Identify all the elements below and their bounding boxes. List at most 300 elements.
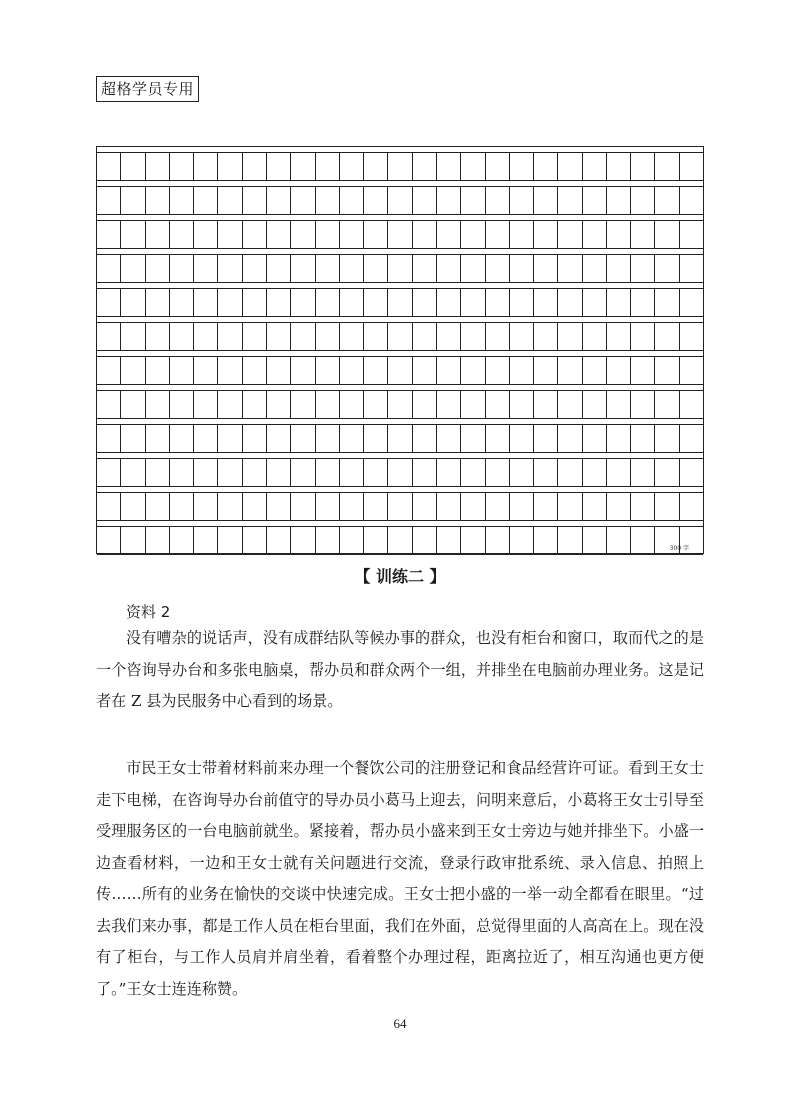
grid-cell[interactable] xyxy=(631,187,655,215)
grid-cell[interactable] xyxy=(194,425,218,453)
grid-cell[interactable] xyxy=(461,255,485,283)
grid-cell[interactable] xyxy=(97,289,121,317)
grid-cell[interactable] xyxy=(364,357,388,385)
grid-cell[interactable] xyxy=(170,527,194,555)
grid-cell[interactable] xyxy=(534,323,558,351)
grid-cell[interactable] xyxy=(218,391,242,419)
grid-cell[interactable] xyxy=(534,153,558,181)
grid-cell[interactable] xyxy=(631,527,655,555)
grid-cell[interactable] xyxy=(194,289,218,317)
grid-cell[interactable] xyxy=(461,459,485,487)
grid-cell[interactable] xyxy=(291,425,315,453)
grid-cell[interactable] xyxy=(558,255,582,283)
grid-cell[interactable] xyxy=(267,323,291,351)
grid-cell[interactable] xyxy=(316,187,340,215)
grid-cell[interactable] xyxy=(316,255,340,283)
grid-cell[interactable] xyxy=(510,323,534,351)
grid-cell[interactable] xyxy=(607,153,631,181)
grid-cell[interactable] xyxy=(655,391,679,419)
grid-cell[interactable] xyxy=(510,289,534,317)
grid-cell[interactable] xyxy=(631,221,655,249)
grid-cell[interactable] xyxy=(583,425,607,453)
grid-cell[interactable] xyxy=(437,153,461,181)
grid-cell[interactable] xyxy=(340,357,364,385)
grid-cell[interactable] xyxy=(486,493,510,521)
grid-cell[interactable] xyxy=(486,357,510,385)
grid-cell[interactable] xyxy=(583,153,607,181)
grid-cell[interactable] xyxy=(680,425,703,453)
grid-cell[interactable] xyxy=(631,153,655,181)
grid-cell[interactable] xyxy=(146,425,170,453)
grid-cell[interactable] xyxy=(218,357,242,385)
grid-cell[interactable] xyxy=(364,425,388,453)
grid-cell[interactable] xyxy=(316,323,340,351)
grid-cell[interactable] xyxy=(583,323,607,351)
grid-cell[interactable] xyxy=(486,323,510,351)
grid-cell[interactable] xyxy=(267,187,291,215)
grid-cell[interactable] xyxy=(655,459,679,487)
grid-cell[interactable] xyxy=(291,323,315,351)
grid-cell[interactable] xyxy=(316,527,340,555)
grid-cell[interactable] xyxy=(583,493,607,521)
grid-cell[interactable] xyxy=(97,425,121,453)
grid-cell[interactable] xyxy=(558,221,582,249)
grid-cell[interactable] xyxy=(510,255,534,283)
grid-cell[interactable] xyxy=(388,425,412,453)
grid-cell[interactable] xyxy=(437,459,461,487)
grid-cell[interactable] xyxy=(388,527,412,555)
grid-cell[interactable] xyxy=(364,187,388,215)
grid-cell[interactable] xyxy=(461,357,485,385)
grid-cell[interactable] xyxy=(121,323,145,351)
grid-cell[interactable] xyxy=(170,187,194,215)
grid-cell[interactable] xyxy=(170,425,194,453)
grid-cell[interactable] xyxy=(486,391,510,419)
grid-cell[interactable] xyxy=(437,255,461,283)
grid-cell[interactable] xyxy=(291,527,315,555)
grid-cell[interactable] xyxy=(291,289,315,317)
grid-cell[interactable] xyxy=(316,221,340,249)
grid-cell[interactable] xyxy=(218,221,242,249)
grid-cell[interactable] xyxy=(121,425,145,453)
grid-cell[interactable] xyxy=(243,493,267,521)
grid-cell[interactable] xyxy=(655,289,679,317)
grid-cell[interactable] xyxy=(413,255,437,283)
grid-cell[interactable] xyxy=(486,289,510,317)
grid-cell[interactable] xyxy=(291,493,315,521)
grid-cell[interactable] xyxy=(388,391,412,419)
grid-cell[interactable] xyxy=(316,425,340,453)
grid-cell[interactable] xyxy=(340,323,364,351)
grid-cell[interactable] xyxy=(583,459,607,487)
grid-cell[interactable] xyxy=(97,255,121,283)
grid-cell[interactable] xyxy=(558,153,582,181)
grid-cell[interactable] xyxy=(97,221,121,249)
grid-cell[interactable] xyxy=(607,527,631,555)
grid-cell[interactable] xyxy=(534,425,558,453)
grid-cell[interactable] xyxy=(146,493,170,521)
grid-cell[interactable] xyxy=(97,493,121,521)
grid-cell[interactable] xyxy=(631,425,655,453)
grid-cell[interactable] xyxy=(413,493,437,521)
grid-cell[interactable] xyxy=(583,289,607,317)
grid-cell[interactable] xyxy=(218,289,242,317)
grid-cell[interactable] xyxy=(558,493,582,521)
grid-cell[interactable] xyxy=(583,255,607,283)
grid-cell[interactable] xyxy=(291,187,315,215)
grid-cell[interactable] xyxy=(97,357,121,385)
grid-cell[interactable] xyxy=(534,221,558,249)
grid-cell[interactable] xyxy=(340,459,364,487)
grid-cell[interactable] xyxy=(388,289,412,317)
grid-cell[interactable] xyxy=(243,357,267,385)
grid-cell[interactable] xyxy=(655,425,679,453)
grid-cell[interactable] xyxy=(486,255,510,283)
grid-cell[interactable] xyxy=(680,459,703,487)
grid-cell[interactable] xyxy=(170,255,194,283)
grid-cell[interactable] xyxy=(291,153,315,181)
grid-cell[interactable] xyxy=(364,255,388,283)
grid-cell[interactable] xyxy=(194,221,218,249)
grid-cell[interactable] xyxy=(388,459,412,487)
grid-cell[interactable] xyxy=(655,187,679,215)
grid-cell[interactable] xyxy=(340,425,364,453)
grid-cell[interactable] xyxy=(680,391,703,419)
grid-cell[interactable] xyxy=(267,391,291,419)
grid-cell[interactable] xyxy=(218,187,242,215)
grid-cell[interactable] xyxy=(534,289,558,317)
grid-cell[interactable] xyxy=(243,255,267,283)
grid-cell[interactable] xyxy=(558,459,582,487)
grid-cell[interactable] xyxy=(437,221,461,249)
grid-cell[interactable] xyxy=(340,493,364,521)
grid-cell[interactable] xyxy=(146,323,170,351)
grid-cell[interactable] xyxy=(340,221,364,249)
grid-cell[interactable] xyxy=(607,357,631,385)
grid-cell[interactable] xyxy=(558,357,582,385)
grid-cell[interactable] xyxy=(267,425,291,453)
grid-cell[interactable] xyxy=(534,493,558,521)
grid-cell[interactable] xyxy=(170,153,194,181)
grid-cell[interactable] xyxy=(243,323,267,351)
grid-cell[interactable] xyxy=(316,357,340,385)
grid-cell[interactable] xyxy=(607,221,631,249)
grid-cell[interactable] xyxy=(437,425,461,453)
grid-cell[interactable] xyxy=(680,221,703,249)
grid-cell[interactable] xyxy=(146,289,170,317)
grid-cell[interactable] xyxy=(291,357,315,385)
grid-cell[interactable] xyxy=(486,425,510,453)
grid-cell[interactable] xyxy=(97,527,121,555)
grid-cell[interactable] xyxy=(316,289,340,317)
grid-cell[interactable] xyxy=(340,289,364,317)
grid-cell[interactable] xyxy=(194,527,218,555)
grid-cell[interactable] xyxy=(534,357,558,385)
grid-cell[interactable] xyxy=(655,255,679,283)
grid-cell[interactable] xyxy=(558,425,582,453)
grid-cell[interactable] xyxy=(437,357,461,385)
grid-cell[interactable] xyxy=(655,493,679,521)
grid-cell[interactable] xyxy=(194,153,218,181)
grid-cell[interactable] xyxy=(146,187,170,215)
grid-cell[interactable] xyxy=(631,323,655,351)
grid-cell[interactable] xyxy=(631,459,655,487)
grid-cell[interactable] xyxy=(194,323,218,351)
grid-cell[interactable] xyxy=(680,527,703,555)
grid-cell[interactable] xyxy=(267,221,291,249)
grid-cell[interactable] xyxy=(607,255,631,283)
grid-cell[interactable] xyxy=(534,255,558,283)
grid-cell[interactable] xyxy=(413,527,437,555)
grid-cell[interactable] xyxy=(388,255,412,283)
grid-cell[interactable] xyxy=(267,289,291,317)
grid-cell[interactable] xyxy=(583,357,607,385)
grid-cell[interactable] xyxy=(243,153,267,181)
grid-cell[interactable] xyxy=(510,153,534,181)
grid-cell[interactable] xyxy=(121,187,145,215)
grid-cell[interactable] xyxy=(388,323,412,351)
grid-cell[interactable] xyxy=(291,459,315,487)
grid-cell[interactable] xyxy=(194,459,218,487)
grid-cell[interactable] xyxy=(413,391,437,419)
grid-cell[interactable] xyxy=(218,527,242,555)
grid-cell[interactable] xyxy=(121,255,145,283)
grid-cell[interactable] xyxy=(534,459,558,487)
grid-cell[interactable] xyxy=(267,459,291,487)
grid-cell[interactable] xyxy=(291,255,315,283)
grid-cell[interactable] xyxy=(607,187,631,215)
grid-cell[interactable] xyxy=(243,459,267,487)
grid-cell[interactable] xyxy=(437,289,461,317)
grid-cell[interactable] xyxy=(461,221,485,249)
grid-cell[interactable] xyxy=(316,459,340,487)
grid-cell[interactable] xyxy=(388,221,412,249)
grid-cell[interactable] xyxy=(680,153,703,181)
grid-cell[interactable] xyxy=(291,221,315,249)
grid-cell[interactable] xyxy=(364,527,388,555)
grid-cell[interactable] xyxy=(631,255,655,283)
grid-cell[interactable] xyxy=(364,323,388,351)
grid-cell[interactable] xyxy=(413,187,437,215)
grid-cell[interactable] xyxy=(121,153,145,181)
grid-cell[interactable] xyxy=(461,391,485,419)
grid-cell[interactable] xyxy=(510,425,534,453)
grid-cell[interactable] xyxy=(121,289,145,317)
grid-cell[interactable] xyxy=(631,357,655,385)
grid-cell[interactable] xyxy=(437,323,461,351)
grid-cell[interactable] xyxy=(583,527,607,555)
grid-cell[interactable] xyxy=(534,187,558,215)
grid-cell[interactable] xyxy=(267,493,291,521)
grid-cell[interactable] xyxy=(170,221,194,249)
grid-cell[interactable] xyxy=(655,221,679,249)
grid-cell[interactable] xyxy=(146,153,170,181)
grid-cell[interactable] xyxy=(461,323,485,351)
grid-cell[interactable] xyxy=(510,221,534,249)
grid-cell[interactable] xyxy=(413,425,437,453)
grid-cell[interactable] xyxy=(655,527,679,555)
grid-cell[interactable] xyxy=(388,493,412,521)
grid-cell[interactable] xyxy=(607,493,631,521)
grid-cell[interactable] xyxy=(218,459,242,487)
grid-cell[interactable] xyxy=(413,153,437,181)
grid-cell[interactable] xyxy=(97,391,121,419)
grid-cell[interactable] xyxy=(243,221,267,249)
grid-cell[interactable] xyxy=(388,187,412,215)
grid-cell[interactable] xyxy=(461,493,485,521)
grid-cell[interactable] xyxy=(364,289,388,317)
grid-cell[interactable] xyxy=(437,527,461,555)
grid-cell[interactable] xyxy=(146,527,170,555)
grid-cell[interactable] xyxy=(583,187,607,215)
grid-cell[interactable] xyxy=(121,391,145,419)
grid-cell[interactable] xyxy=(486,459,510,487)
grid-cell[interactable] xyxy=(388,357,412,385)
grid-cell[interactable] xyxy=(680,493,703,521)
grid-cell[interactable] xyxy=(510,391,534,419)
grid-cell[interactable] xyxy=(121,493,145,521)
grid-cell[interactable] xyxy=(461,153,485,181)
grid-cell[interactable] xyxy=(437,391,461,419)
grid-cell[interactable] xyxy=(146,255,170,283)
grid-cell[interactable] xyxy=(146,221,170,249)
grid-cell[interactable] xyxy=(170,391,194,419)
grid-cell[interactable] xyxy=(316,391,340,419)
grid-cell[interactable] xyxy=(194,391,218,419)
grid-cell[interactable] xyxy=(631,493,655,521)
grid-cell[interactable] xyxy=(243,425,267,453)
grid-cell[interactable] xyxy=(364,459,388,487)
grid-cell[interactable] xyxy=(218,153,242,181)
grid-cell[interactable] xyxy=(510,459,534,487)
grid-cell[interactable] xyxy=(680,289,703,317)
grid-cell[interactable] xyxy=(243,391,267,419)
grid-cell[interactable] xyxy=(170,323,194,351)
grid-cell[interactable] xyxy=(364,153,388,181)
grid-cell[interactable] xyxy=(267,357,291,385)
grid-cell[interactable] xyxy=(413,221,437,249)
grid-cell[interactable] xyxy=(267,153,291,181)
grid-cell[interactable] xyxy=(413,357,437,385)
grid-cell[interactable] xyxy=(97,187,121,215)
grid-cell[interactable] xyxy=(437,187,461,215)
grid-cell[interactable] xyxy=(194,493,218,521)
grid-cell[interactable] xyxy=(607,391,631,419)
grid-cell[interactable] xyxy=(680,255,703,283)
grid-cell[interactable] xyxy=(146,357,170,385)
grid-cell[interactable] xyxy=(558,187,582,215)
grid-cell[interactable] xyxy=(340,187,364,215)
grid-cell[interactable] xyxy=(340,153,364,181)
grid-cell[interactable] xyxy=(267,527,291,555)
grid-cell[interactable] xyxy=(364,221,388,249)
grid-cell[interactable] xyxy=(170,459,194,487)
grid-cell[interactable] xyxy=(486,153,510,181)
grid-cell[interactable] xyxy=(583,221,607,249)
grid-cell[interactable] xyxy=(170,289,194,317)
grid-cell[interactable] xyxy=(267,255,291,283)
grid-cell[interactable] xyxy=(194,187,218,215)
grid-cell[interactable] xyxy=(170,357,194,385)
grid-cell[interactable] xyxy=(316,153,340,181)
grid-cell[interactable] xyxy=(558,323,582,351)
grid-cell[interactable] xyxy=(437,493,461,521)
grid-cell[interactable] xyxy=(243,187,267,215)
grid-cell[interactable] xyxy=(655,153,679,181)
grid-cell[interactable] xyxy=(340,527,364,555)
grid-cell[interactable] xyxy=(534,391,558,419)
grid-cell[interactable] xyxy=(558,391,582,419)
grid-cell[interactable] xyxy=(607,459,631,487)
grid-cell[interactable] xyxy=(316,493,340,521)
grid-cell[interactable] xyxy=(121,459,145,487)
grid-cell[interactable] xyxy=(413,323,437,351)
grid-cell[interactable] xyxy=(461,187,485,215)
grid-cell[interactable] xyxy=(121,357,145,385)
grid-cell[interactable] xyxy=(461,289,485,317)
grid-cell[interactable] xyxy=(607,425,631,453)
grid-cell[interactable] xyxy=(218,425,242,453)
grid-cell[interactable] xyxy=(558,527,582,555)
grid-cell[interactable] xyxy=(461,527,485,555)
grid-cell[interactable] xyxy=(486,187,510,215)
grid-cell[interactable] xyxy=(655,323,679,351)
grid-cell[interactable] xyxy=(607,323,631,351)
grid-cell[interactable] xyxy=(631,289,655,317)
grid-cell[interactable] xyxy=(243,527,267,555)
grid-cell[interactable] xyxy=(583,391,607,419)
grid-cell[interactable] xyxy=(218,493,242,521)
grid-cell[interactable] xyxy=(170,493,194,521)
grid-cell[interactable] xyxy=(243,289,267,317)
grid-cell[interactable] xyxy=(510,527,534,555)
grid-cell[interactable] xyxy=(655,357,679,385)
grid-cell[interactable] xyxy=(607,289,631,317)
grid-cell[interactable] xyxy=(388,153,412,181)
grid-cell[interactable] xyxy=(510,357,534,385)
grid-cell[interactable] xyxy=(121,527,145,555)
grid-cell[interactable] xyxy=(486,221,510,249)
grid-cell[interactable] xyxy=(340,391,364,419)
grid-cell[interactable] xyxy=(218,255,242,283)
grid-cell[interactable] xyxy=(510,187,534,215)
grid-cell[interactable] xyxy=(461,425,485,453)
grid-cell[interactable] xyxy=(631,391,655,419)
grid-cell[interactable] xyxy=(97,153,121,181)
grid-cell[interactable] xyxy=(121,221,145,249)
grid-cell[interactable] xyxy=(364,391,388,419)
grid-cell[interactable] xyxy=(194,357,218,385)
grid-cell[interactable] xyxy=(510,493,534,521)
grid-cell[interactable] xyxy=(680,187,703,215)
grid-cell[interactable] xyxy=(486,527,510,555)
grid-cell[interactable] xyxy=(291,391,315,419)
grid-cell[interactable] xyxy=(146,391,170,419)
grid-cell[interactable] xyxy=(413,289,437,317)
grid-cell[interactable] xyxy=(680,323,703,351)
grid-cell[interactable] xyxy=(194,255,218,283)
grid-cell[interactable] xyxy=(340,255,364,283)
grid-cell[interactable] xyxy=(558,289,582,317)
grid-cell[interactable] xyxy=(146,459,170,487)
grid-cell[interactable] xyxy=(218,323,242,351)
grid-cell[interactable] xyxy=(680,357,703,385)
grid-cell[interactable] xyxy=(97,459,121,487)
grid-cell[interactable] xyxy=(364,493,388,521)
grid-cell[interactable] xyxy=(534,527,558,555)
grid-cell[interactable] xyxy=(97,323,121,351)
grid-cell[interactable] xyxy=(413,459,437,487)
